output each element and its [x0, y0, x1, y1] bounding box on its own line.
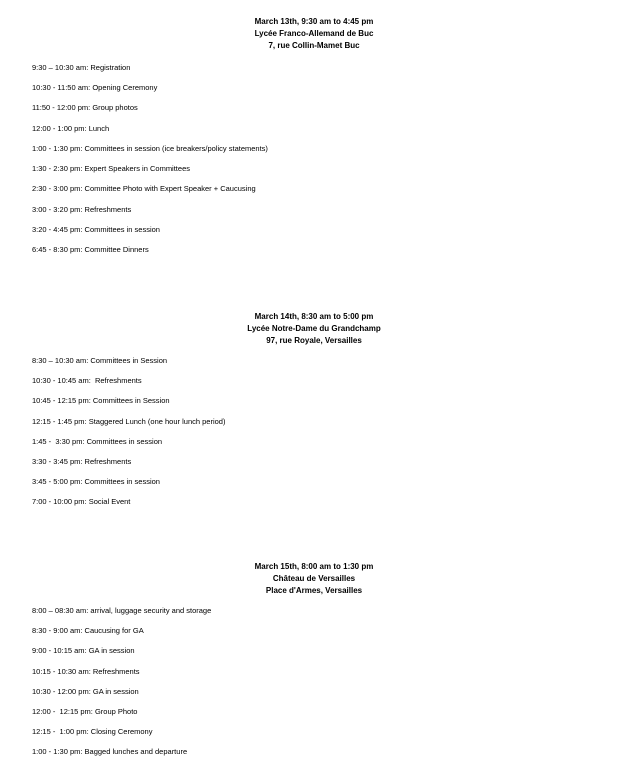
schedule-item: 10:30 - 11:50 am: Opening Ceremony: [32, 83, 158, 92]
schedule-item: 12:00 - 1:00 pm: Lunch: [32, 124, 110, 133]
schedule-item: 6:45 - 8:30 pm: Committee Dinners: [32, 245, 149, 254]
schedule-item: 9:00 - 10:15 am: GA in session: [32, 646, 135, 655]
schedule-item: 1:00 - 1:30 pm: Committees in session (ice breakers/policy statements): [32, 144, 268, 153]
schedule-item: 10:30 - 10:45 am: Refreshments: [32, 376, 142, 385]
schedule-item: 12:15 - 1:45 pm: Staggered Lunch (one hour lunch period): [32, 417, 226, 426]
day-3-address: Place d'Armes, Versailles: [265, 586, 363, 595]
day-3-header: [0, 561, 628, 597]
day-1-address: 7, rue Collin-Mamet Buc: [268, 41, 360, 50]
schedule-item: 10:45 - 12:15 pm: Committees in Session: [32, 396, 170, 405]
schedule-item: 3:00 - 3:20 pm: Refreshments: [32, 205, 132, 214]
schedule-item: 11:50 - 12:00 pm: Group photos: [32, 103, 138, 112]
schedule-item: 2:30 - 3:00 pm: Committee Photo with Expert Speaker + Caucusing: [32, 184, 256, 193]
schedule-item: 3:30 - 3:45 pm: Refreshments: [32, 457, 132, 466]
schedule-item: 3:45 - 5:00 pm: Committees in session: [32, 477, 160, 486]
schedule-item: 10:30 - 12:00 pm: GA in session: [32, 687, 139, 696]
schedule-item: 1:45 - 3:30 pm: Committees in session: [32, 437, 163, 446]
schedule-item: 12:00 - 12:15 pm: Group Photo: [32, 707, 138, 716]
day-2-header: [0, 311, 628, 347]
day-2-heading: March 14th, 8:30 am to 5:00 pm: [254, 312, 374, 321]
day-2-venue: Lycée Notre-Dame du Grandchamp: [247, 324, 381, 333]
day-1-header: [0, 16, 628, 52]
day-3-heading: March 15th, 8:00 am to 1:30 pm: [254, 562, 374, 571]
schedule-item: 1:00 - 1:30 pm: Bagged lunches and departure: [32, 747, 188, 756]
schedule-item: 10:15 - 10:30 am: Refreshments: [32, 667, 140, 676]
schedule-item: 12:15 - 1:00 pm: Closing Ceremony: [32, 727, 153, 736]
schedule-item: 8:30 - 9:00 am: Caucusing for GA: [32, 626, 144, 635]
schedule-item: 9:30 – 10:30 am: Registration: [32, 63, 131, 72]
day-1-venue: Lycée Franco-Allemand de Buc: [254, 29, 374, 38]
day-2-address: 97, rue Royale, Versailles: [266, 336, 362, 345]
schedule-item: 1:30 - 2:30 pm: Expert Speakers in Committees: [32, 164, 190, 173]
schedule-item: 8:00 – 08:30 am: arrival, luggage security and storage: [32, 606, 212, 615]
day-1-heading: March 13th, 9:30 am to 4:45 pm: [254, 17, 374, 26]
day-3-venue: Château de Versailles: [272, 574, 356, 583]
schedule-item: 3:20 - 4:45 pm: Committees in session: [32, 225, 160, 234]
schedule-item: 8:30 – 10:30 am: Committees in Session: [32, 356, 168, 365]
schedule-item: 7:00 - 10:00 pm: Social Event: [32, 497, 131, 506]
